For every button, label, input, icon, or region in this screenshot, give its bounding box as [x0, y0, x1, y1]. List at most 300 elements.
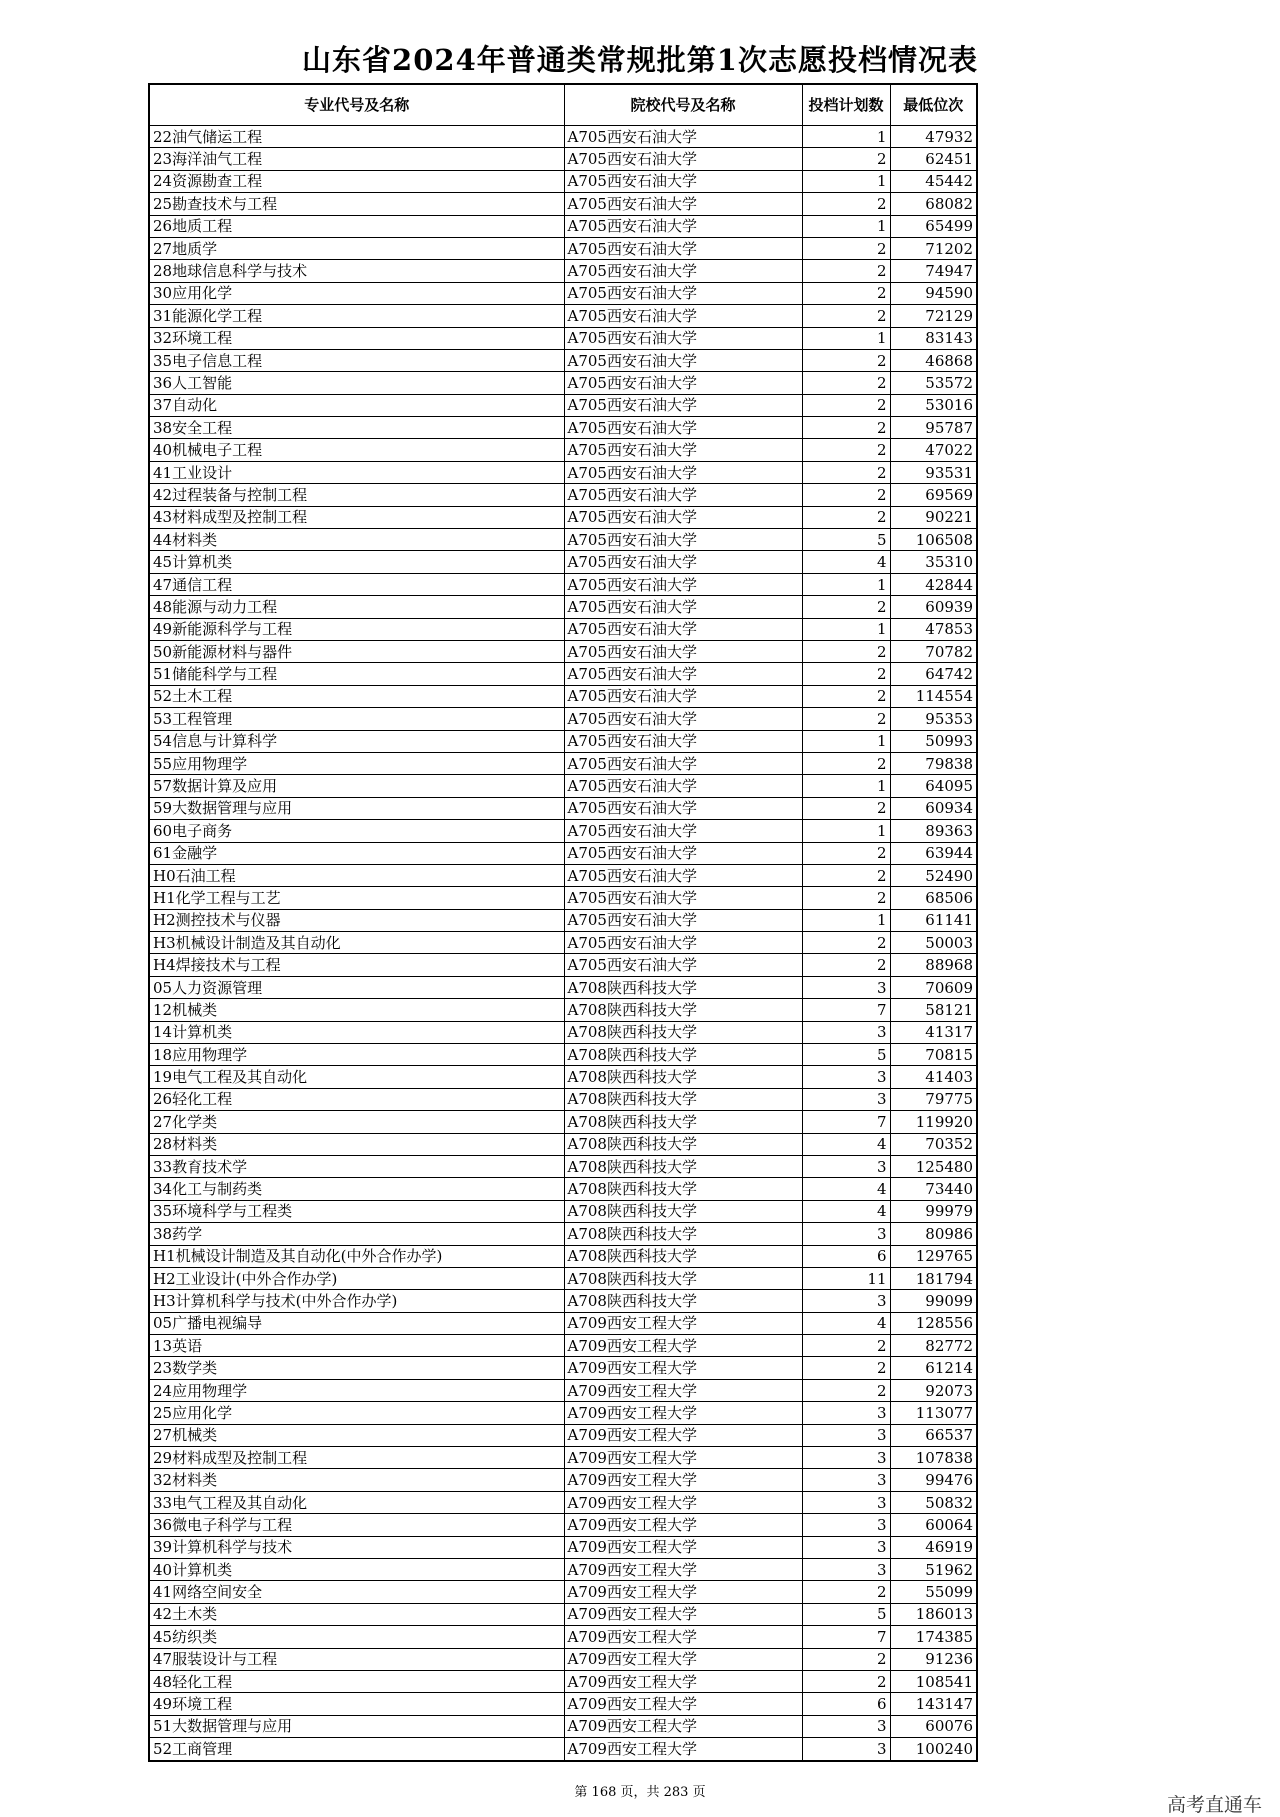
table-row: [149, 618, 977, 640]
table-row: [149, 1245, 977, 1267]
cell-major: 42过程装备与控制工程: [149, 484, 564, 506]
cell-plan: 5: [802, 1603, 890, 1625]
page-title: 山东省2024年普通类常规批第1次志愿投档情况表: [302, 43, 978, 77]
cell-school: A709西安工程大学: [564, 1670, 802, 1692]
cell-rank: 79838: [890, 752, 977, 774]
cell-rank: 99476: [890, 1469, 977, 1491]
cell-rank: 61141: [890, 909, 977, 931]
cell-plan: 2: [802, 1581, 890, 1603]
cell-major: 33电气工程及其自动化: [149, 1491, 564, 1513]
table-row: [149, 282, 977, 304]
table-row: [149, 484, 977, 506]
cell-plan: 3: [802, 1155, 890, 1177]
cell-plan: 2: [802, 663, 890, 685]
table-row: [149, 1670, 977, 1692]
cell-school: A705西安石油大学: [564, 260, 802, 282]
cell-school: A705西安石油大学: [564, 820, 802, 842]
table-row: [149, 417, 977, 439]
cell-plan: 3: [802, 1424, 890, 1446]
table-row: [149, 529, 977, 551]
cell-plan: 2: [802, 1357, 890, 1379]
cell-school: A705西安石油大学: [564, 282, 802, 304]
cell-rank: 125480: [890, 1155, 977, 1177]
cell-rank: 47022: [890, 439, 977, 461]
cell-plan: 3: [802, 1715, 890, 1737]
cell-major: 41网络空间安全: [149, 1581, 564, 1603]
table-row: [149, 237, 977, 259]
cell-major: 59大数据管理与应用: [149, 797, 564, 819]
cell-major: 52工商管理: [149, 1738, 564, 1761]
cell-school: A708陕西科技大学: [564, 1088, 802, 1110]
cell-plan: 1: [802, 909, 890, 931]
cell-plan: 3: [802, 1290, 890, 1312]
cell-plan: 1: [802, 327, 890, 349]
cell-plan: 1: [802, 215, 890, 237]
cell-school: A708陕西科技大学: [564, 1066, 802, 1088]
admission-table: [148, 83, 978, 1762]
cell-school: A705西安石油大学: [564, 193, 802, 215]
cell-rank: 61214: [890, 1357, 977, 1379]
cell-school: A708陕西科技大学: [564, 1044, 802, 1066]
cell-plan: 2: [802, 484, 890, 506]
cell-school: A709西安工程大学: [564, 1469, 802, 1491]
table-row: [149, 954, 977, 976]
cell-plan: 1: [802, 730, 890, 752]
cell-major: 43材料成型及控制工程: [149, 506, 564, 528]
cell-major: 28材料类: [149, 1133, 564, 1155]
cell-major: 55应用物理学: [149, 752, 564, 774]
cell-plan: 3: [802, 1066, 890, 1088]
cell-rank: 65499: [890, 215, 977, 237]
cell-school: A705西安石油大学: [564, 126, 802, 148]
cell-school: A709西安工程大学: [564, 1379, 802, 1401]
cell-rank: 60939: [890, 596, 977, 618]
column-header-rank: 最低位次: [890, 84, 977, 126]
cell-major: 40机械电子工程: [149, 439, 564, 461]
cell-plan: 2: [802, 439, 890, 461]
cell-rank: 52490: [890, 864, 977, 886]
cell-rank: 69569: [890, 484, 977, 506]
cell-plan: 2: [802, 708, 890, 730]
cell-plan: 3: [802, 1021, 890, 1043]
table-row: [149, 752, 977, 774]
cell-rank: 70815: [890, 1044, 977, 1066]
cell-plan: 2: [802, 864, 890, 886]
page-footer: 第 168 页，共 283 页: [574, 1785, 706, 1800]
table-row: [149, 999, 977, 1021]
cell-rank: 107838: [890, 1447, 977, 1469]
table-row: [149, 1088, 977, 1110]
cell-rank: 92073: [890, 1379, 977, 1401]
cell-school: A708陕西科技大学: [564, 1245, 802, 1267]
cell-plan: 1: [802, 126, 890, 148]
cell-rank: 46919: [890, 1536, 977, 1558]
cell-rank: 53016: [890, 394, 977, 416]
cell-school: A708陕西科技大学: [564, 1155, 802, 1177]
cell-school: A705西安石油大学: [564, 842, 802, 864]
cell-plan: 2: [802, 394, 890, 416]
cell-major: 38安全工程: [149, 417, 564, 439]
cell-plan: 3: [802, 1514, 890, 1536]
cell-plan: 5: [802, 529, 890, 551]
table-row: [149, 708, 977, 730]
cell-rank: 82772: [890, 1335, 977, 1357]
cell-school: A709西安工程大学: [564, 1335, 802, 1357]
cell-plan: 4: [802, 1178, 890, 1200]
cell-major: H4焊接技术与工程: [149, 954, 564, 976]
cell-major: H2测控技术与仪器: [149, 909, 564, 931]
cell-plan: 4: [802, 1133, 890, 1155]
table-row: [149, 932, 977, 954]
cell-rank: 181794: [890, 1267, 977, 1289]
cell-rank: 83143: [890, 327, 977, 349]
table-row: [149, 1581, 977, 1603]
cell-plan: 11: [802, 1267, 890, 1289]
cell-school: A708陕西科技大学: [564, 1267, 802, 1289]
table-row: [149, 1491, 977, 1513]
cell-school: A709西安工程大学: [564, 1357, 802, 1379]
table-row: [149, 148, 977, 170]
cell-plan: 2: [802, 461, 890, 483]
cell-school: A708陕西科技大学: [564, 1111, 802, 1133]
cell-school: A708陕西科技大学: [564, 1290, 802, 1312]
cell-rank: 45442: [890, 170, 977, 192]
cell-plan: 7: [802, 999, 890, 1021]
table-body: [149, 126, 977, 1761]
cell-school: A705西安石油大学: [564, 170, 802, 192]
cell-school: A709西安工程大学: [564, 1603, 802, 1625]
cell-plan: 5: [802, 1044, 890, 1066]
table-row: [149, 1402, 977, 1424]
cell-school: A708陕西科技大学: [564, 999, 802, 1021]
cell-school: A705西安石油大学: [564, 797, 802, 819]
cell-major: 25勘查技术与工程: [149, 193, 564, 215]
table-row: [149, 1178, 977, 1200]
cell-school: A709西安工程大学: [564, 1447, 802, 1469]
cell-rank: 64095: [890, 775, 977, 797]
cell-school: A705西安石油大学: [564, 484, 802, 506]
cell-plan: 2: [802, 372, 890, 394]
cell-plan: 6: [802, 1693, 890, 1715]
cell-rank: 90221: [890, 506, 977, 528]
cell-plan: 2: [802, 954, 890, 976]
cell-rank: 50003: [890, 932, 977, 954]
table-row: [149, 1379, 977, 1401]
cell-rank: 114554: [890, 685, 977, 707]
cell-major: 41工业设计: [149, 461, 564, 483]
table-row: [149, 1223, 977, 1245]
cell-rank: 128556: [890, 1312, 977, 1334]
table-row: [149, 305, 977, 327]
cell-major: 40计算机类: [149, 1559, 564, 1581]
table-row: [149, 1469, 977, 1491]
cell-school: A705西安石油大学: [564, 529, 802, 551]
cell-rank: 42844: [890, 573, 977, 595]
cell-school: A709西安工程大学: [564, 1648, 802, 1670]
table-row: [149, 1111, 977, 1133]
cell-rank: 62451: [890, 148, 977, 170]
table-row: [149, 1693, 977, 1715]
cell-rank: 68506: [890, 887, 977, 909]
table-row: [149, 215, 977, 237]
cell-school: A709西安工程大学: [564, 1402, 802, 1424]
cell-major: 19电气工程及其自动化: [149, 1066, 564, 1088]
table-row: [149, 372, 977, 394]
cell-plan: 3: [802, 1738, 890, 1761]
cell-major: H1化学工程与工艺: [149, 887, 564, 909]
cell-major: 44材料类: [149, 529, 564, 551]
table-row: [149, 1335, 977, 1357]
cell-rank: 74947: [890, 260, 977, 282]
table-row: [149, 1424, 977, 1446]
cell-school: A705西安石油大学: [564, 909, 802, 931]
cell-rank: 99979: [890, 1200, 977, 1222]
cell-major: 60电子商务: [149, 820, 564, 842]
cell-plan: 4: [802, 1312, 890, 1334]
cell-major: 14计算机类: [149, 1021, 564, 1043]
table-row: [149, 1290, 977, 1312]
cell-school: A709西安工程大学: [564, 1715, 802, 1737]
cell-rank: 53572: [890, 372, 977, 394]
table-row: [149, 349, 977, 371]
cell-major: 33教育技术学: [149, 1155, 564, 1177]
cell-major: 34化工与制药类: [149, 1178, 564, 1200]
cell-rank: 143147: [890, 1693, 977, 1715]
cell-major: 42土木类: [149, 1603, 564, 1625]
cell-rank: 47853: [890, 618, 977, 640]
cell-school: A705西安石油大学: [564, 439, 802, 461]
cell-major: 12机械类: [149, 999, 564, 1021]
cell-rank: 58121: [890, 999, 977, 1021]
cell-plan: 2: [802, 1335, 890, 1357]
cell-plan: 3: [802, 1088, 890, 1110]
cell-major: 36微电子科学与工程: [149, 1514, 564, 1536]
column-header-plan: 投档计划数: [802, 84, 890, 126]
cell-rank: 60076: [890, 1715, 977, 1737]
cell-plan: 2: [802, 1379, 890, 1401]
cell-major: 27化学类: [149, 1111, 564, 1133]
table-row: [149, 797, 977, 819]
cell-major: 23海洋油气工程: [149, 148, 564, 170]
table-row: [149, 1044, 977, 1066]
table-row: [149, 864, 977, 886]
table-row: [149, 193, 977, 215]
table-row: [149, 327, 977, 349]
cell-major: 30应用化学: [149, 282, 564, 304]
cell-plan: 2: [802, 842, 890, 864]
table-row: [149, 887, 977, 909]
cell-major: 49新能源科学与工程: [149, 618, 564, 640]
cell-school: A705西安石油大学: [564, 394, 802, 416]
cell-rank: 100240: [890, 1738, 977, 1761]
cell-school: A705西安石油大学: [564, 954, 802, 976]
cell-rank: 113077: [890, 1402, 977, 1424]
cell-school: A705西安石油大学: [564, 148, 802, 170]
table-row: [149, 260, 977, 282]
cell-plan: 2: [802, 305, 890, 327]
cell-major: 54信息与计算科学: [149, 730, 564, 752]
cell-rank: 95787: [890, 417, 977, 439]
cell-major: 29材料成型及控制工程: [149, 1447, 564, 1469]
cell-major: H3机械设计制造及其自动化: [149, 932, 564, 954]
cell-rank: 50832: [890, 1491, 977, 1513]
cell-major: 32材料类: [149, 1469, 564, 1491]
table-row: [149, 170, 977, 192]
cell-school: A705西安石油大学: [564, 708, 802, 730]
column-header-school: 院校代号及名称: [564, 84, 802, 126]
cell-rank: 94590: [890, 282, 977, 304]
cell-plan: 2: [802, 506, 890, 528]
table-row: [149, 394, 977, 416]
table-row: [149, 439, 977, 461]
table-row: [149, 1021, 977, 1043]
cell-rank: 51962: [890, 1559, 977, 1581]
table-row: [149, 1626, 977, 1648]
cell-plan: 3: [802, 1447, 890, 1469]
cell-major: H3计算机科学与技术(中外合作办学): [149, 1290, 564, 1312]
table-header-row: [149, 84, 977, 126]
cell-major: 48能源与动力工程: [149, 596, 564, 618]
cell-plan: 2: [802, 260, 890, 282]
cell-school: A705西安石油大学: [564, 237, 802, 259]
cell-rank: 80986: [890, 1223, 977, 1245]
cell-major: 24应用物理学: [149, 1379, 564, 1401]
cell-major: 45计算机类: [149, 551, 564, 573]
cell-major: 27地质学: [149, 237, 564, 259]
cell-major: 18应用物理学: [149, 1044, 564, 1066]
cell-plan: 6: [802, 1245, 890, 1267]
table-row: [149, 820, 977, 842]
cell-major: 61金融学: [149, 842, 564, 864]
table-row: [149, 685, 977, 707]
table-row: [149, 1447, 977, 1469]
table-row: [149, 1715, 977, 1737]
cell-major: 45纺织类: [149, 1626, 564, 1648]
cell-school: A709西安工程大学: [564, 1738, 802, 1761]
cell-rank: 71202: [890, 237, 977, 259]
cell-plan: 2: [802, 887, 890, 909]
cell-school: A709西安工程大学: [564, 1514, 802, 1536]
cell-rank: 72129: [890, 305, 977, 327]
cell-plan: 2: [802, 596, 890, 618]
cell-major: 47通信工程: [149, 573, 564, 595]
cell-plan: 7: [802, 1111, 890, 1133]
cell-school: A705西安石油大学: [564, 752, 802, 774]
cell-major: 49环境工程: [149, 1693, 564, 1715]
cell-major: H1机械设计制造及其自动化(中外合作办学): [149, 1245, 564, 1267]
table-row: [149, 663, 977, 685]
cell-plan: 2: [802, 752, 890, 774]
cell-plan: 1: [802, 820, 890, 842]
cell-major: 31能源化学工程: [149, 305, 564, 327]
cell-major: 39计算机科学与技术: [149, 1536, 564, 1558]
cell-major: 38药学: [149, 1223, 564, 1245]
table-row: [149, 730, 977, 752]
table-row: [149, 1200, 977, 1222]
cell-plan: 7: [802, 1626, 890, 1648]
cell-school: A705西安石油大学: [564, 327, 802, 349]
cell-plan: 2: [802, 932, 890, 954]
cell-plan: 2: [802, 1670, 890, 1692]
cell-plan: 3: [802, 1536, 890, 1558]
cell-school: A705西安石油大学: [564, 372, 802, 394]
cell-major: 53工程管理: [149, 708, 564, 730]
cell-rank: 95353: [890, 708, 977, 730]
cell-plan: 2: [802, 685, 890, 707]
cell-rank: 60934: [890, 797, 977, 819]
table-row: [149, 573, 977, 595]
cell-rank: 68082: [890, 193, 977, 215]
table-row: [149, 596, 977, 618]
cell-rank: 73440: [890, 1178, 977, 1200]
cell-rank: 50993: [890, 730, 977, 752]
cell-rank: 64742: [890, 663, 977, 685]
table-row: [149, 1155, 977, 1177]
cell-major: H2工业设计(中外合作办学): [149, 1267, 564, 1289]
cell-school: A709西安工程大学: [564, 1626, 802, 1648]
cell-rank: 35310: [890, 551, 977, 573]
cell-school: A705西安石油大学: [564, 417, 802, 439]
cell-school: A709西安工程大学: [564, 1559, 802, 1581]
table-row: [149, 1357, 977, 1379]
table-row: [149, 1066, 977, 1088]
cell-major: 27机械类: [149, 1424, 564, 1446]
cell-school: A705西安石油大学: [564, 663, 802, 685]
cell-rank: 91236: [890, 1648, 977, 1670]
cell-rank: 41403: [890, 1066, 977, 1088]
cell-rank: 129765: [890, 1245, 977, 1267]
cell-school: A708陕西科技大学: [564, 1178, 802, 1200]
cell-rank: 70782: [890, 640, 977, 662]
table-row: [149, 1603, 977, 1625]
cell-plan: 2: [802, 1648, 890, 1670]
cell-major: 05广播电视编导: [149, 1312, 564, 1334]
cell-school: A708陕西科技大学: [564, 976, 802, 998]
cell-school: A705西安石油大学: [564, 685, 802, 707]
cell-major: 37自动化: [149, 394, 564, 416]
cell-rank: 60064: [890, 1514, 977, 1536]
cell-major: 35环境科学与工程类: [149, 1200, 564, 1222]
cell-plan: 3: [802, 1402, 890, 1424]
table-row: [149, 1267, 977, 1289]
cell-major: 57数据计算及应用: [149, 775, 564, 797]
cell-school: A705西安石油大学: [564, 573, 802, 595]
cell-rank: 66537: [890, 1424, 977, 1446]
cell-plan: 1: [802, 618, 890, 640]
table-row: [149, 775, 977, 797]
cell-school: A709西安工程大学: [564, 1581, 802, 1603]
cell-school: A705西安石油大学: [564, 887, 802, 909]
cell-major: 48轻化工程: [149, 1670, 564, 1692]
cell-rank: 41317: [890, 1021, 977, 1043]
table-row: [149, 1514, 977, 1536]
cell-major: 51大数据管理与应用: [149, 1715, 564, 1737]
cell-plan: 1: [802, 573, 890, 595]
cell-rank: 88968: [890, 954, 977, 976]
cell-school: A709西安工程大学: [564, 1536, 802, 1558]
cell-rank: 70352: [890, 1133, 977, 1155]
table-row: [149, 126, 977, 148]
cell-major: 22油气储运工程: [149, 126, 564, 148]
cell-major: 36人工智能: [149, 372, 564, 394]
cell-plan: 2: [802, 282, 890, 304]
table-row: [149, 1536, 977, 1558]
cell-school: A705西安石油大学: [564, 596, 802, 618]
cell-school: A708陕西科技大学: [564, 1021, 802, 1043]
cell-major: 47服装设计与工程: [149, 1648, 564, 1670]
cell-major: 32环境工程: [149, 327, 564, 349]
table-row: [149, 461, 977, 483]
